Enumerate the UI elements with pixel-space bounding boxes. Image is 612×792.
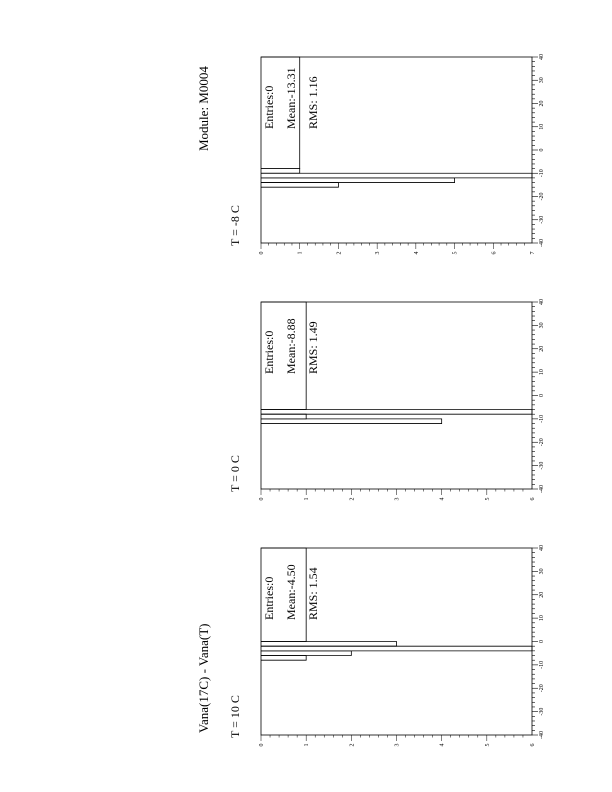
value-axis-tick-label: -40	[539, 239, 545, 247]
histogram-bin	[261, 169, 300, 174]
histogram-bin	[261, 410, 532, 415]
plot-frame	[261, 57, 532, 243]
count-axis-tick-label: 4	[439, 497, 446, 501]
count-axis-tick-label: 1	[304, 743, 311, 747]
histogram-bin	[261, 651, 351, 656]
count-axis-tick-label: 6	[530, 743, 536, 747]
stat-rms: RMS: 1.54	[306, 567, 320, 620]
histogram-bin	[261, 656, 306, 661]
count-axis-tick-label: 2	[336, 251, 343, 255]
value-axis-tick-label: 0	[539, 640, 545, 643]
value-axis-tick-label: 20	[539, 100, 545, 107]
count-axis-tick-label: 5	[484, 497, 491, 501]
count-axis-tick-label: 0	[259, 497, 265, 501]
value-axis-tick-label: -20	[539, 192, 545, 201]
temperature-label: T = 0 C	[228, 455, 242, 492]
histogram-bin	[261, 642, 397, 647]
value-axis-tick-label: -30	[539, 215, 545, 224]
histogram-panel	[228, 54, 545, 255]
count-axis-tick-label: 0	[259, 251, 265, 255]
histogram-bin	[261, 414, 306, 419]
count-axis-tick-label: 5	[452, 251, 459, 255]
histogram-bin	[261, 419, 442, 424]
histogram-panel	[228, 299, 545, 501]
value-axis-tick-label: -20	[539, 684, 545, 693]
count-axis-tick-label: 7	[530, 251, 536, 255]
count-axis-tick-label: 1	[297, 251, 304, 255]
value-axis-tick-label: 30	[539, 77, 545, 84]
histogram-panel	[228, 545, 545, 747]
temperature-label: T = 10 C	[228, 695, 242, 738]
value-axis-tick-label: 10	[539, 615, 545, 622]
histogram-bin	[261, 173, 532, 178]
count-axis-tick-label: 3	[375, 251, 382, 255]
histogram-bin	[261, 646, 532, 651]
plot-frame	[261, 302, 532, 489]
stat-rms: RMS: 1.16	[306, 76, 320, 129]
page-title-left: Vana(17C) - Vana(T)	[196, 623, 211, 733]
value-axis-tick-label: 10	[539, 123, 545, 130]
count-axis-tick-label: 6	[530, 497, 536, 501]
value-axis-tick-label: -10	[539, 169, 545, 178]
stat-entries: Entries:0	[262, 85, 276, 129]
stat-mean: Mean:-4.50	[284, 564, 298, 620]
value-axis-tick-label: 10	[539, 369, 545, 376]
stat-entries: Entries:0	[262, 576, 276, 620]
value-axis-tick-label: 40	[539, 54, 545, 60]
value-axis-tick-label: -40	[539, 731, 545, 739]
value-axis-tick-label: 20	[539, 591, 545, 598]
value-axis-tick-label: -40	[539, 485, 545, 493]
temperature-label: T = -8 C	[228, 205, 242, 246]
count-axis-tick-label: 2	[349, 743, 356, 747]
count-axis-tick-label: 0	[259, 743, 265, 747]
histogram-bin	[261, 178, 455, 183]
value-axis-tick-label: 40	[539, 299, 545, 305]
page-title-right: Module: M0004	[196, 66, 211, 151]
stat-mean: Mean:-8.88	[284, 318, 298, 374]
value-axis-tick-label: 20	[539, 345, 545, 352]
value-axis-tick-label: 30	[539, 322, 545, 329]
count-axis-tick-label: 5	[484, 743, 491, 747]
count-axis-tick-label: 3	[394, 497, 401, 501]
stat-entries: Entries:0	[262, 330, 276, 374]
count-axis-tick-label: 2	[349, 497, 356, 501]
histogram-bin	[261, 183, 338, 188]
count-axis-tick-label: 4	[413, 251, 420, 255]
count-axis-tick-label: 4	[439, 743, 446, 747]
value-axis-tick-label: -10	[539, 414, 545, 423]
count-axis-tick-label: 1	[304, 497, 311, 501]
count-axis-tick-label: 3	[394, 743, 401, 747]
value-axis-tick-label: 40	[539, 545, 545, 551]
stat-mean: Mean:-13.31	[284, 67, 298, 129]
value-axis-tick-label: 30	[539, 568, 545, 575]
value-axis-tick-label: -20	[539, 438, 545, 447]
value-axis-tick-label: 0	[539, 394, 545, 397]
stat-rms: RMS: 1.49	[306, 321, 320, 374]
value-axis-tick-label: 0	[539, 148, 545, 152]
value-axis-tick-label: -30	[539, 707, 545, 716]
count-axis-tick-label: 6	[491, 251, 498, 255]
value-axis-tick-label: -30	[539, 461, 545, 470]
value-axis-tick-label: -10	[539, 660, 545, 669]
